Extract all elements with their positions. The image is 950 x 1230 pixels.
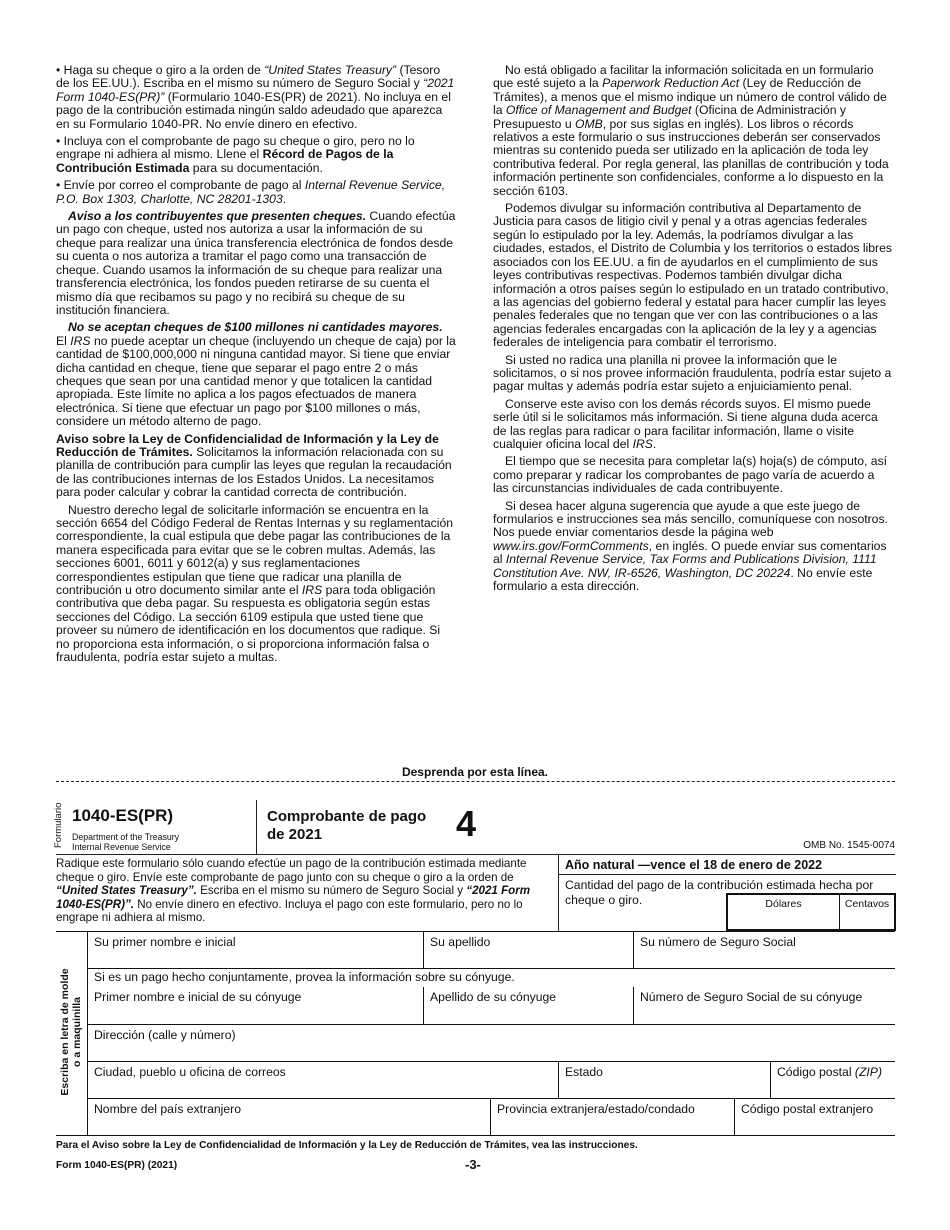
voucher-instructions: Radique este formulario sólo cuando efectúe un pago de la contribución estimada mediante cheque o giro. Envíe este comprobante de pago junto con su cheque o giro a la orden de “United States Treasury”. Escriba en el mismo su número de Seguro Social y “2021 Form 1040-ES(PR)”. No envíe dinero en efectivo. Incluya el pago con este formulario, pero no lo engrape ni adhiera al mismo. bbox=[56, 857, 531, 925]
suggestions-paragraph: Si desea hacer alguna sugerencia que ayude a que este juego de formularios e instrucciones sea más sencillo, comuníquese con nosotros. Nos puede enviar comentarios desde la página web www.irs.gov/FormComments, en inglés. O puede enviar sus comentarios al Internal Revenue Service, Tax Forms and Publications Division, 1111 Constitution Ave. NW, IR-6526, Washington, DC 20224. No envíe este formulario a esta dirección. bbox=[493, 498, 888, 594]
city-field[interactable]: Ciudad, pueblo u oficina de correos bbox=[94, 1065, 286, 1079]
penalty-paragraph: Si usted no radica una planilla ni provee la información que le solicitamos, o si nos provee información fraudulenta, podría estar sujeto a pagar multas y además podría estar sujeto a enjuiciamiento penal. bbox=[493, 352, 892, 394]
foreign-country-field[interactable]: Nombre del país extranjero bbox=[94, 1102, 241, 1116]
voucher-title: Comprobante de pago de 2021 bbox=[267, 808, 427, 843]
last-name-field[interactable]: Su apellido bbox=[423, 932, 633, 968]
legal-right-paragraph: Nuestro derecho legal de solicitarle información se encuentra en la sección 6654 del Código Federal de Rentas Internas y su reglamentación correspondiente, la cual estipula que debe pagar las contribuciones de la manera especificada para evitar que se le cobren multas. Además, las secciones 6001, 6011 y 6012(a) y sus reglamentaciones correspondientes estipulan que tiene que radicar una planilla de contribución u otro documento similar ante el IRS para toda obligación contributiva que deba pagar. Su respuesta es obligatoria según estas secciones del Código. La sección 6109 estipula que usted tiene que proveer su número de identificación en los documentos que radique. Si no proporciona esta información, o si proporciona información falsa o fraudulenta, podría estar sujeto a multas. bbox=[56, 502, 454, 665]
amount-entry bbox=[726, 893, 896, 931]
left-column bbox=[56, 64, 456, 668]
privacy-footer-notice: Para el Aviso sobre la Ley de Confidencialidad de Información y la Ley de Reducción de Trámites, vea las instrucciones. bbox=[56, 1140, 638, 1151]
header-divider bbox=[256, 800, 257, 855]
voucher-header bbox=[53, 800, 895, 855]
page-number: -3- bbox=[465, 1157, 481, 1172]
amount-box bbox=[558, 855, 895, 931]
joint-payment-note: Si es un pago hecho conjuntamente, provea la información sobre su cónyuge. bbox=[94, 970, 515, 984]
checks-notice: Aviso a los contribuyentes que presenten cheques. Cuando efectúa un pago con cheque, usted nos autoriza a usar la información de su cheque para realizar una única transferencia electrónica de fondos desde su cuenta o nos autoriza a tramitar el pago como una transacción de cheque. Cuando usamos la información de su cheque para realizar una transferencia electrónica, los fondos pueden retirarse de su cuenta el mismo día que recibamos su pago y no recibirá su cheque de su institución financiera. bbox=[56, 209, 456, 317]
row-city-state-zip bbox=[88, 1062, 895, 1099]
form-footer-id: Form 1040-ES(PR) (2021) bbox=[56, 1160, 178, 1171]
paperwork-paragraph: No está obligado a facilitar la información solicitada en un formulario que esté sujeto a la Paperwork Reduction Act (Ley de Reducción de Trámites), a menos que el mismo indique un número de control válido de la Office of Management and Budget (Oficina de Administración y Presupuesto u OMB, por sus siglas en inglés). Los libros o récords relativos a este formulario o sus instrucciones deberán ser conservados mientras su contenido pueda ser utilizado en la aplicación de toda ley contributiva federal. Por regla general, las planillas de contribución y toda información pertinente son confidenciales, conforme a lo dispuesto en la sección 6103. bbox=[493, 63, 889, 198]
detach-dashed-line bbox=[56, 781, 895, 782]
taxpayer-info-grid bbox=[56, 931, 895, 1136]
formulario-label: Formulario bbox=[53, 802, 64, 848]
foreign-province-field[interactable]: Provincia extranjera/estado/condado bbox=[490, 1099, 734, 1135]
cents-field[interactable]: Centavos bbox=[844, 898, 890, 910]
row-foreign bbox=[88, 1099, 895, 1135]
dollars-field[interactable]: Dólares bbox=[728, 895, 840, 929]
row-spouse bbox=[88, 987, 895, 1025]
state-field[interactable]: Estado bbox=[558, 1062, 770, 1098]
bullet-enclose-payment: • Incluya con el comprobante de pago su cheque o giro, pero no lo engrape ni adhiera al mismo. Llene el Récord de Pagos de la Contribución Estimada para su documentación. bbox=[56, 134, 415, 175]
omb-number: OMB No. 1545-0074 bbox=[803, 840, 895, 851]
time-paragraph: El tiempo que se necesita para completar la(s) hoja(s) de cómputo, así como preparar y radicar los comprobantes de pago varía de acuerdo a las circunstancias individuales de cada contribuyente. bbox=[493, 454, 888, 496]
check-limit-notice: No se aceptan cheques de $100 millones ni cantidades mayores. El IRS no puede aceptar un cheque (incluyendo un cheque de caja) por la cantidad de $100,000,000 ni ninguna cantidad mayor. Si tiene que enviar dicha cantidad en cheque, tiene que separar el pago entre 2 o más cheques que sean por una cantidad menor y que totalicen la cantidad apropiada. Este límite no aplica a los pagos efectuados de manera electrónica. Si tiene que efectuar un pago por $100 millones o más, considere un método alterno de pago. bbox=[56, 320, 456, 429]
row-taxpayer-name bbox=[88, 932, 895, 969]
bullet-payment-order: • Haga su cheque o giro a la orden de “United States Treasury” (Tesoro de los EE.UU.). Escriba en el mismo su número de Seguro Social y “2021 Form 1040-ES(PR)” (Formulario 1040-ES(PR) de 2021). No incluya en el pago de la contribución estimada ningún saldo adeudado que aparezca en su Formulario 1040-PR. No envíe dinero en efectivo. bbox=[56, 63, 455, 131]
privacy-act-notice: Aviso sobre la Ley de Confidencialidad de Información y la Ley de Reducción de Trámites. Solicitamos la información relacionada con su planilla de contribución para cumplir las leyes que regulan la recaudación de las contribuciones internas de los Estados Unidos. La necesitamos para poder calcular y cobrar la cantidad correcta de contribución. bbox=[56, 431, 452, 500]
comments-link[interactable]: www.irs.gov/FormComments bbox=[493, 538, 649, 553]
disclosure-paragraph: Podemos divulgar su información contributiva al Departamento de Justicia para casos de litigio civil y penal y a otras agencias federales según lo estipulado por la ley. Además, la podríamos divulgar a las ciudades, estados, el Distrito de Columbia y los territorios o estados libres asociados con los EE.UU. a fin de ayudarlos en el cumplimiento de sus leyes contributivas respectivas. Podemos también divulgar dicha información a otros países según lo estipulado en un tratado contributivo, a las agencias del gobierno federal y estatal para hacer cumplir las leyes penales federales que no tengan que ver con las contribuciones o a las agencias federales encargadas con la aplicación de la ley y a agencias federales de inteligencia para combatir el terrorismo. bbox=[493, 201, 892, 350]
row-address bbox=[88, 1025, 895, 1062]
print-or-type-label: Escriba en letra de molde o a maquinilla bbox=[56, 932, 88, 1135]
ssn-field[interactable]: Su número de Seguro Social bbox=[633, 932, 895, 968]
first-name-field[interactable]: Su primer nombre e inicial bbox=[94, 935, 236, 949]
voucher-number: 4 bbox=[456, 803, 477, 844]
address-field[interactable]: Dirección (calle y número) bbox=[94, 1028, 236, 1042]
form-number: 1040-ES(PR) bbox=[72, 806, 174, 825]
keep-notice-paragraph: Conserve este aviso con los demás récords suyos. El mismo puede serle útil si le solicitamos más información. Si tiene alguna duda acerca de las reglas para radicar o para facilitar información, llame o visite cualquier oficina local del IRS. bbox=[493, 396, 878, 451]
zip-field[interactable]: Código postal (ZIP) bbox=[770, 1062, 895, 1098]
detach-label: Desprenda por esta línea. bbox=[401, 765, 549, 779]
foreign-postal-code-field[interactable]: Código postal extranjero bbox=[734, 1099, 895, 1135]
row-joint-note bbox=[88, 969, 895, 987]
spouse-ssn-field[interactable]: Número de Seguro Social de su cónyuge bbox=[633, 987, 895, 1024]
right-column bbox=[493, 64, 893, 597]
due-date: Año natural —vence el 18 de enero de 2022 bbox=[559, 855, 896, 875]
spouse-first-name-field[interactable]: Primer nombre e inicial de su cónyuge bbox=[94, 990, 302, 1004]
department-label: Department of the Treasury Internal Revenue Service bbox=[72, 832, 180, 852]
spouse-last-name-field[interactable]: Apellido de su cónyuge bbox=[423, 987, 633, 1024]
amount-label: Cantidad del pago de la contribución estimada hecha por cheque o giro. bbox=[565, 878, 874, 907]
bullet-mail-address: • Envíe por correo el comprobante de pago al Internal Revenue Service, P.O. Box 1303, Charlotte, NC 28201-1303. bbox=[56, 178, 446, 206]
